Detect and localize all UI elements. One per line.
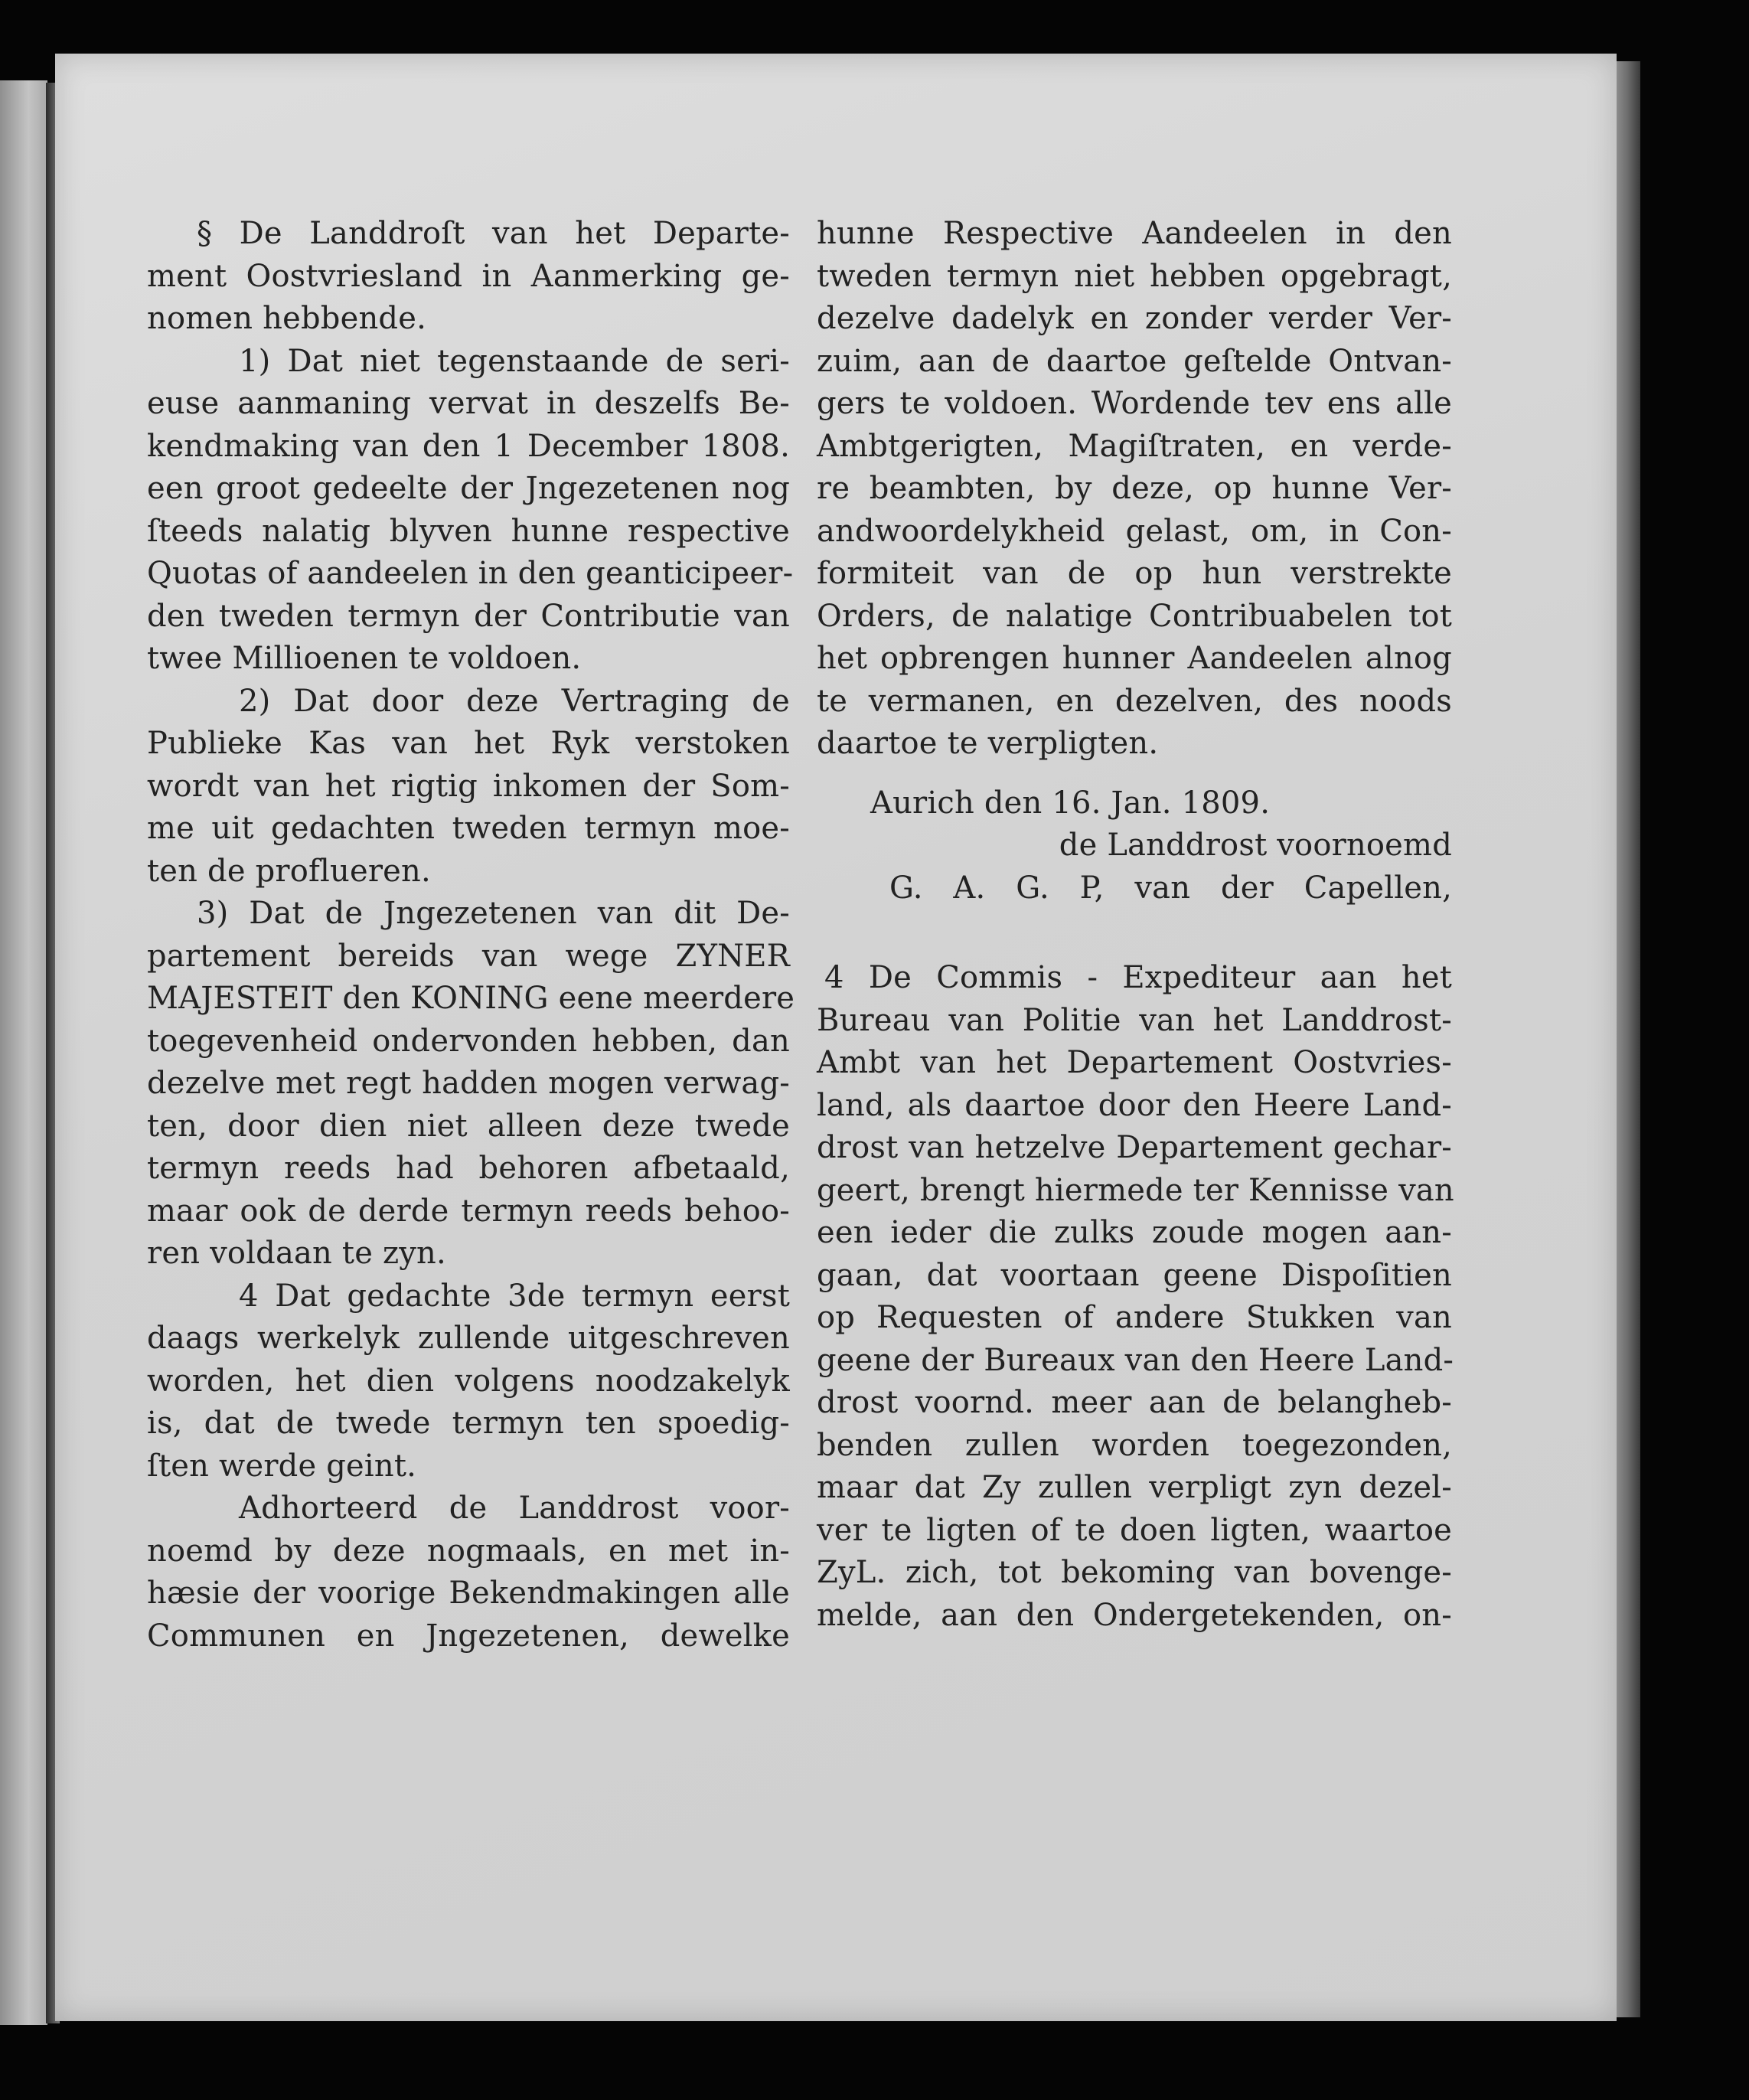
text-line: Adhorteerd de Landdrost voor- <box>239 1491 790 1526</box>
text-line: 4 Dat gedachte 3de termyn eerst <box>239 1278 790 1314</box>
text-line: toegevenheid ondervonden hebben, dan <box>147 1023 790 1059</box>
spacer <box>817 766 1452 782</box>
text-line: 2) Dat door deze Vertraging de <box>239 683 790 719</box>
text-line: melde, aan den Ondergetekenden, on- <box>817 1597 1452 1633</box>
text-line: andwoordelykheid gelast, om, in Con- <box>817 513 1452 549</box>
text-line: re beambten, by deze, op hunne Ver- <box>817 471 1452 506</box>
text-line: ment Oostvriesland in Aanmerking ge- <box>147 258 790 294</box>
signature-name: G. A. G. P, van der Capellen, <box>889 870 1452 906</box>
text-line: ſteeds nalatig blyven hunne respective <box>147 513 790 549</box>
text-line: drost voornd. meer aan de belangheb- <box>817 1385 1452 1420</box>
spacer <box>817 910 1452 957</box>
text-line: partement bereids van wege ZYNER <box>147 938 790 974</box>
text-line: Quotas of aandeelen in den geanticipeer- <box>147 556 794 591</box>
text-line: 1) Dat niet tegenstaande de seri- <box>239 343 790 379</box>
text-line: te vermanen, en dezelven, des noods <box>817 683 1452 719</box>
text-line: ten, door dien niet alleen deze twede <box>147 1108 790 1144</box>
text-line: ſten werde geint. <box>147 1448 417 1484</box>
text-line: den tweden termyn der Contributie van <box>147 598 790 634</box>
text-line: dezelve met regt hadden mogen verwag- <box>147 1066 790 1101</box>
left-text-column <box>147 213 795 1657</box>
text-line: een groot gedeelte der Jngezetenen nog <box>147 471 790 506</box>
text-line: op Requesten of andere Stukken van <box>817 1300 1452 1335</box>
text-line: wordt van het rigtig inkomen der Som- <box>147 768 790 804</box>
text-line: gaan, dat voortaan geene Dispoſitien <box>817 1257 1452 1293</box>
text-line: land, als daartoe door den Heere Land- <box>817 1087 1452 1123</box>
text-line: een ieder die zulks zoude mogen aan- <box>817 1215 1452 1250</box>
text-line: ren voldaan te zyn. <box>147 1236 446 1271</box>
text-line: Orders, de nalatige Contribuabelen tot <box>817 598 1452 634</box>
text-line: Bureau van Politie van het Landdrost- <box>817 1002 1452 1038</box>
text-line: MAJESTEIT den KONING eene meerdere <box>147 981 795 1016</box>
right-text-column <box>817 213 1452 1637</box>
text-line: worden, het dien volgens noodzakelyk <box>147 1363 790 1399</box>
text-line: gers te voldoen. Wordende tev ens alle <box>817 386 1452 421</box>
text-line: geert, brengt hiermede ter Kennisse van <box>817 1172 1454 1208</box>
text-line: ten de proflueren. <box>147 853 431 889</box>
text-line: kendmaking van den 1 December 1808. <box>147 428 790 464</box>
text-line: Ambt van het Departement Oostvries- <box>817 1045 1452 1080</box>
text-line: me uit gedachten tweden termyn moe- <box>147 811 790 846</box>
text-line: ZyL. zich, tot bekoming van bovenge- <box>817 1555 1452 1590</box>
signature-date: Aurich den 16. Jan. 1809. <box>870 785 1271 821</box>
text-line: zuim, aan de daartoe geſtelde Ontvan- <box>817 343 1452 379</box>
text-line: tweden termyn niet hebben opgebragt, <box>817 258 1452 294</box>
text-line: twee Millioenen te voldoen. <box>147 641 582 676</box>
text-line: ver te ligten of te doen ligten, waartoe <box>817 1512 1452 1548</box>
text-line: het opbrengen hunner Aandeelen alnog <box>817 641 1452 676</box>
text-line: Communen en Jngezetenen, dewelke <box>147 1618 790 1654</box>
text-line: euse aanmaning vervat in deszelfs Be- <box>147 386 790 421</box>
text-line: formiteit van de op hun verstrekte <box>817 556 1452 591</box>
book-page <box>55 54 1617 2021</box>
text-line: daartoe te verpligten. <box>817 726 1159 761</box>
text-line: 3) Dat de Jngezetenen van dit De- <box>197 896 790 931</box>
text-line: Ambtgerigten, Magiſtraten, en verde- <box>817 428 1452 464</box>
text-line: is, dat de twede termyn ten spoedig- <box>147 1406 790 1441</box>
text-line: benden zullen worden toegezonden, <box>817 1427 1452 1463</box>
text-line: dezelve dadelyk en zonder verder Ver- <box>817 301 1452 336</box>
text-line: hunne Respective Aandeelen in den <box>817 216 1452 251</box>
left-page-edge <box>0 80 47 2025</box>
text-line: 4 De Commis - Expediteur aan het <box>824 960 1452 995</box>
text-line: § De Landdroſt van het Departe- <box>197 216 790 251</box>
text-line: Publieke Kas van het Ryk verstoken <box>147 726 790 761</box>
text-line: daags werkelyk zullende uitgeschreven <box>147 1321 790 1356</box>
text-line: noemd by deze nogmaals, en met in- <box>147 1533 790 1569</box>
signature-title: de Landdrost voornoemd <box>1059 828 1452 863</box>
text-line: maar ook de derde termyn reeds behoo- <box>147 1193 790 1229</box>
text-line: termyn reeds had behoren afbetaald, <box>147 1151 790 1186</box>
text-line: maar dat Zy zullen verpligt zyn dezel- <box>817 1470 1452 1505</box>
text-line: drost van hetzelve Departement gechar- <box>817 1130 1452 1165</box>
text-line: nomen hebbende. <box>147 301 426 336</box>
text-line: geene der Bureaux van den Heere Land- <box>817 1342 1454 1378</box>
text-line: hæsie der voorige Bekendmakingen alle <box>147 1576 790 1611</box>
